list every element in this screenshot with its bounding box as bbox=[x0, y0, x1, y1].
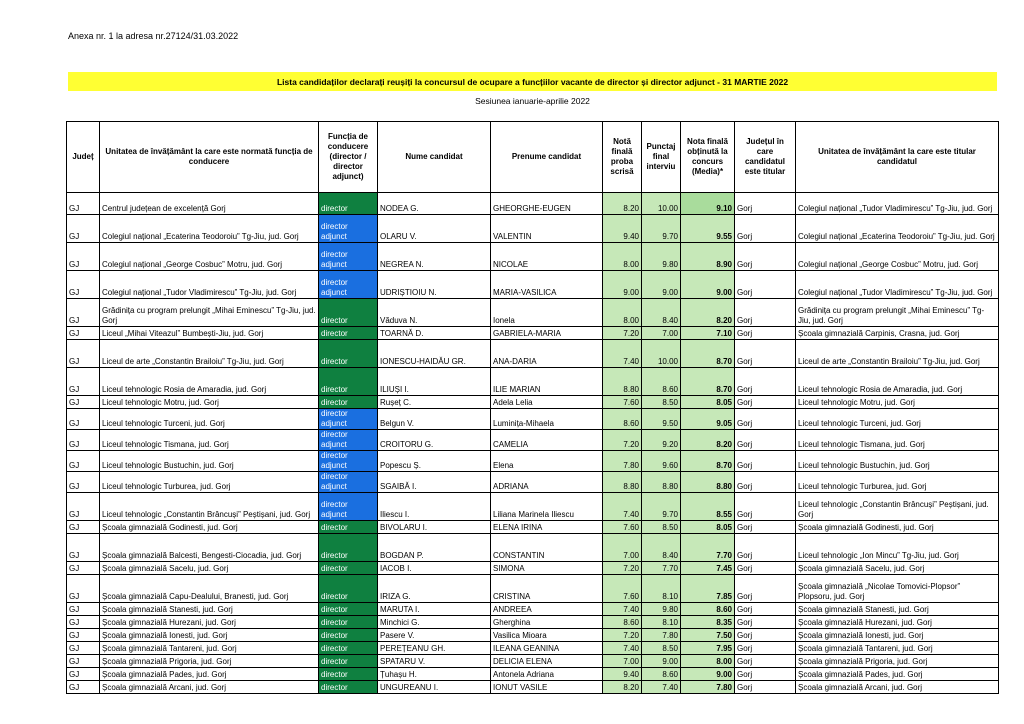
cell-judet: GJ bbox=[67, 368, 100, 396]
cell-nume: TOARNĂ D. bbox=[378, 327, 491, 340]
table-row bbox=[67, 472, 999, 493]
cell-prenume: Luminița-Mihaela bbox=[491, 409, 603, 430]
cell-judet-titular: Gorj bbox=[735, 642, 796, 655]
cell-unitate-titular: Liceul tehnologic Tismana, jud. Gorj bbox=[796, 430, 999, 451]
cell-nota-scris: 8.80 bbox=[603, 472, 642, 493]
cell-judet-titular: Gorj bbox=[735, 327, 796, 340]
cell-media: 8.70 bbox=[681, 368, 735, 396]
cell-functia: director bbox=[319, 299, 378, 327]
table-row bbox=[67, 215, 999, 243]
cell-functia: director bbox=[319, 642, 378, 655]
cell-functia: director bbox=[319, 629, 378, 642]
cell-nume: Minchici G. bbox=[378, 616, 491, 629]
cell-judet: GJ bbox=[67, 603, 100, 616]
header-functia: Funcția de conducere (director / director adjunct) bbox=[319, 122, 378, 193]
cell-unitate-titular: Școala gimnazială Pades, jud. Gorj bbox=[796, 668, 999, 681]
cell-judet-titular: Gorj bbox=[735, 655, 796, 668]
header-prenume: Prenume candidat bbox=[491, 122, 603, 193]
document-title: Lista candidaților declarați reușiți la concursul de ocupare a funcțiilor vacante de director și director adjunct - 31 MARTIE 2022 bbox=[68, 72, 997, 91]
table-row bbox=[67, 534, 999, 562]
cell-functia: director bbox=[319, 603, 378, 616]
cell-media: 8.20 bbox=[681, 430, 735, 451]
cell-media: 8.05 bbox=[681, 521, 735, 534]
cell-unitate-titular: Colegiul național „Tudor Vladimirescu” Tg-Jiu, jud. Gorj bbox=[796, 271, 999, 299]
cell-nume: IACOB I. bbox=[378, 562, 491, 575]
cell-unitate: Liceul tehnologic Bustuchin, jud. Gorj bbox=[100, 451, 319, 472]
cell-prenume: ADRIANA bbox=[491, 472, 603, 493]
cell-functia: director bbox=[319, 655, 378, 668]
cell-unitate-titular: Liceul tehnologic Bustuchin, jud. Gorj bbox=[796, 451, 999, 472]
cell-judet-titular: Gorj bbox=[735, 396, 796, 409]
cell-unitate-titular: Școala gimnazială Carpinis, Crasna, jud. Gorj bbox=[796, 327, 999, 340]
cell-unitate: Școala gimnazială Hurezani, jud. Gorj bbox=[100, 616, 319, 629]
cell-unitate: Colegiul național „Ecaterina Teodoroiu” Tg-Jiu, jud. Gorj bbox=[100, 215, 319, 243]
table-row bbox=[67, 629, 999, 642]
cell-punctaj-interviu: 8.60 bbox=[642, 368, 681, 396]
cell-media: 8.05 bbox=[681, 396, 735, 409]
cell-media: 7.70 bbox=[681, 534, 735, 562]
cell-judet: GJ bbox=[67, 451, 100, 472]
cell-unitate: Școala gimnazială Sacelu, jud. Gorj bbox=[100, 562, 319, 575]
cell-nume: Iliescu I. bbox=[378, 493, 491, 521]
cell-nume: Belgun V. bbox=[378, 409, 491, 430]
header-nume: Nume candidat bbox=[378, 122, 491, 193]
cell-prenume: VALENTIN bbox=[491, 215, 603, 243]
cell-punctaj-interviu: 9.70 bbox=[642, 215, 681, 243]
cell-punctaj-interviu: 8.50 bbox=[642, 642, 681, 655]
cell-judet-titular: Gorj bbox=[735, 668, 796, 681]
cell-nume: NODEA G. bbox=[378, 193, 491, 215]
cell-prenume: ILEANA GEANINA bbox=[491, 642, 603, 655]
header-judet: Județ bbox=[67, 122, 100, 193]
cell-judet-titular: Gorj bbox=[735, 575, 796, 603]
cell-nota-scris: 7.20 bbox=[603, 629, 642, 642]
cell-media: 9.10 bbox=[681, 193, 735, 215]
cell-judet-titular: Gorj bbox=[735, 603, 796, 616]
cell-punctaj-interviu: 8.50 bbox=[642, 396, 681, 409]
header-unitate-titular: Unitatea de învățământ la care este titular candidatul bbox=[796, 122, 999, 193]
cell-functia: director bbox=[319, 575, 378, 603]
cell-unitate: Școala gimnazială Prigoria, jud. Gorj bbox=[100, 655, 319, 668]
cell-unitate-titular: Colegiul național „George Cosbuc” Motru, jud. Gorj bbox=[796, 243, 999, 271]
cell-functia: director bbox=[319, 562, 378, 575]
cell-judet: GJ bbox=[67, 534, 100, 562]
cell-unitate: Școala gimnazială Tantareni, jud. Gorj bbox=[100, 642, 319, 655]
cell-judet-titular: Gorj bbox=[735, 409, 796, 430]
cell-nota-scris: 8.20 bbox=[603, 681, 642, 694]
cell-nume: Popescu Ș. bbox=[378, 451, 491, 472]
cell-judet-titular: Gorj bbox=[735, 299, 796, 327]
cell-nume: Pasere V. bbox=[378, 629, 491, 642]
cell-judet: GJ bbox=[67, 271, 100, 299]
cell-judet: GJ bbox=[67, 396, 100, 409]
cell-judet-titular: Gorj bbox=[735, 534, 796, 562]
cell-nota-scris: 9.00 bbox=[603, 271, 642, 299]
table-row bbox=[67, 655, 999, 668]
cell-media: 8.90 bbox=[681, 243, 735, 271]
cell-media: 9.00 bbox=[681, 668, 735, 681]
cell-nota-scris: 7.60 bbox=[603, 396, 642, 409]
cell-prenume: MARIA-VASILICA bbox=[491, 271, 603, 299]
cell-nota-scris: 8.80 bbox=[603, 368, 642, 396]
table-row bbox=[67, 603, 999, 616]
table-row bbox=[67, 642, 999, 655]
cell-unitate-titular: Școala gimnazială „Nicolae Tomovici-Plopsor” Plopsoru, jud. Gorj bbox=[796, 575, 999, 603]
cell-nota-scris: 8.60 bbox=[603, 616, 642, 629]
cell-judet-titular: Gorj bbox=[735, 629, 796, 642]
cell-prenume: Ionela bbox=[491, 299, 603, 327]
cell-judet-titular: Gorj bbox=[735, 616, 796, 629]
cell-prenume: CONSTANTIN bbox=[491, 534, 603, 562]
cell-judet: GJ bbox=[67, 493, 100, 521]
cell-unitate-titular: Școala gimnazială Godinesti, jud. Gorj bbox=[796, 521, 999, 534]
cell-judet-titular: Gorj bbox=[735, 562, 796, 575]
cell-judet: GJ bbox=[67, 629, 100, 642]
cell-nume: UDRIȘTIOIU N. bbox=[378, 271, 491, 299]
cell-nume: NEGREA N. bbox=[378, 243, 491, 271]
cell-unitate: Liceul tehnologic Tismana, jud. Gorj bbox=[100, 430, 319, 451]
cell-nota-scris: 8.00 bbox=[603, 243, 642, 271]
cell-punctaj-interviu: 9.20 bbox=[642, 430, 681, 451]
cell-nota-scris: 7.20 bbox=[603, 430, 642, 451]
cell-unitate-titular: Liceul tehnologic Turburea, jud. Gorj bbox=[796, 472, 999, 493]
cell-unitate-titular: Liceul tehnologic Motru, jud. Gorj bbox=[796, 396, 999, 409]
cell-prenume: ILIE MARIAN bbox=[491, 368, 603, 396]
cell-unitate: Școala gimnazială Balcesti, Bengesti-Ciocadia, jud. Gorj bbox=[100, 534, 319, 562]
cell-prenume: Vasilica Mioara bbox=[491, 629, 603, 642]
cell-nume: BIVOLARU I. bbox=[378, 521, 491, 534]
cell-punctaj-interviu: 10.00 bbox=[642, 340, 681, 368]
cell-unitate-titular: Liceul de arte „Constantin Brailoiu” Tg-Jiu, jud. Gorj bbox=[796, 340, 999, 368]
cell-punctaj-interviu: 9.50 bbox=[642, 409, 681, 430]
cell-nume: IRIZA G. bbox=[378, 575, 491, 603]
cell-unitate: Centrul județean de excelență Gorj bbox=[100, 193, 319, 215]
cell-judet: GJ bbox=[67, 327, 100, 340]
table-row bbox=[67, 327, 999, 340]
cell-unitate-titular: Liceul tehnologic Turceni, jud. Gorj bbox=[796, 409, 999, 430]
table-row bbox=[67, 493, 999, 521]
cell-nota-scris: 7.60 bbox=[603, 575, 642, 603]
cell-unitate: Liceul „Mihai Viteazul” Bumbești-Jiu, jud. Gorj bbox=[100, 327, 319, 340]
cell-unitate-titular: Școala gimnazială Tantareni, jud. Gorj bbox=[796, 642, 999, 655]
cell-functia: director bbox=[319, 534, 378, 562]
cell-unitate: Liceul tehnologic Turburea, jud. Gorj bbox=[100, 472, 319, 493]
cell-unitate: Colegiul național „Tudor Vladimirescu” Tg-Jiu, jud. Gorj bbox=[100, 271, 319, 299]
cell-nota-scris: 7.40 bbox=[603, 642, 642, 655]
cell-judet: GJ bbox=[67, 299, 100, 327]
cell-judet: GJ bbox=[67, 655, 100, 668]
cell-functia: director adjunct bbox=[319, 472, 378, 493]
cell-media: 7.10 bbox=[681, 327, 735, 340]
cell-prenume: IONUT VASILE bbox=[491, 681, 603, 694]
cell-punctaj-interviu: 8.60 bbox=[642, 668, 681, 681]
table-row bbox=[67, 409, 999, 430]
cell-functia: director bbox=[319, 327, 378, 340]
cell-punctaj-interviu: 8.40 bbox=[642, 534, 681, 562]
cell-punctaj-interviu: 8.10 bbox=[642, 616, 681, 629]
cell-unitate: Grădinița cu program prelungit „Mihai Eminescu” Tg-Jiu, jud. Gorj bbox=[100, 299, 319, 327]
cell-prenume: Elena bbox=[491, 451, 603, 472]
cell-unitate: Liceul tehnologic Turceni, jud. Gorj bbox=[100, 409, 319, 430]
cell-nume: PEREȚEANU GH. bbox=[378, 642, 491, 655]
cell-judet-titular: Gorj bbox=[735, 340, 796, 368]
cell-unitate-titular: Colegiul național „Ecaterina Teodoroiu” Tg-Jiu, jud. Gorj bbox=[796, 215, 999, 243]
table-row bbox=[67, 396, 999, 409]
cell-functia: director adjunct bbox=[319, 243, 378, 271]
table-row bbox=[67, 299, 999, 327]
cell-unitate-titular: Liceul tehnologic Rosia de Amaradia, jud. Gorj bbox=[796, 368, 999, 396]
cell-unitate-titular: Liceul tehnologic „Constantin Brâncuși” Peștișani, jud. Gorj bbox=[796, 493, 999, 521]
cell-unitate: Școala gimnazială Capu-Dealului, Branesti, jud. Gorj bbox=[100, 575, 319, 603]
cell-judet-titular: Gorj bbox=[735, 472, 796, 493]
cell-media: 8.00 bbox=[681, 655, 735, 668]
cell-media: 8.70 bbox=[681, 340, 735, 368]
cell-functia: director adjunct bbox=[319, 409, 378, 430]
cell-prenume: Gherghina bbox=[491, 616, 603, 629]
cell-unitate: Școala gimnazială Arcani, jud. Gorj bbox=[100, 681, 319, 694]
cell-judet-titular: Gorj bbox=[735, 493, 796, 521]
table-row bbox=[67, 668, 999, 681]
cell-nume: BOGDAN P. bbox=[378, 534, 491, 562]
cell-media: 9.55 bbox=[681, 215, 735, 243]
table-row bbox=[67, 243, 999, 271]
cell-functia: director bbox=[319, 340, 378, 368]
cell-unitate-titular: Școala gimnazială Sacelu, jud. Gorj bbox=[796, 562, 999, 575]
cell-nume: OLARU V. bbox=[378, 215, 491, 243]
cell-judet: GJ bbox=[67, 215, 100, 243]
cell-unitate-titular: Liceul tehnologic „Ion Mincu” Tg-Jiu, jud. Gorj bbox=[796, 534, 999, 562]
cell-unitate-titular: Colegiul național „Tudor Vladimirescu” Tg-Jiu, jud. Gorj bbox=[796, 193, 999, 215]
cell-functia: director bbox=[319, 396, 378, 409]
cell-punctaj-interviu: 10.00 bbox=[642, 193, 681, 215]
cell-functia: director adjunct bbox=[319, 493, 378, 521]
cell-unitate-titular: Școala gimnazială Hurezani, jud. Gorj bbox=[796, 616, 999, 629]
cell-unitate: Liceul tehnologic Motru, jud. Gorj bbox=[100, 396, 319, 409]
cell-judet: GJ bbox=[67, 616, 100, 629]
cell-media: 8.20 bbox=[681, 299, 735, 327]
cell-nota-scris: 7.40 bbox=[603, 340, 642, 368]
cell-media: 9.05 bbox=[681, 409, 735, 430]
table-row bbox=[67, 271, 999, 299]
annex-reference: Anexa nr. 1 la adresa nr.27124/31.03.2022 bbox=[68, 31, 239, 41]
cell-functia: director bbox=[319, 681, 378, 694]
cell-functia: director bbox=[319, 193, 378, 215]
cell-functia: director bbox=[319, 616, 378, 629]
cell-media: 8.35 bbox=[681, 616, 735, 629]
cell-media: 7.85 bbox=[681, 575, 735, 603]
cell-nume: Rușeț C. bbox=[378, 396, 491, 409]
cell-punctaj-interviu: 9.00 bbox=[642, 655, 681, 668]
cell-media: 7.95 bbox=[681, 642, 735, 655]
table-row bbox=[67, 562, 999, 575]
cell-unitate: Școala gimnazială Ionesti, jud. Gorj bbox=[100, 629, 319, 642]
cell-judet: GJ bbox=[67, 668, 100, 681]
cell-prenume: Liliana Marinela Iliescu bbox=[491, 493, 603, 521]
cell-media: 7.45 bbox=[681, 562, 735, 575]
cell-prenume: CRISTINA bbox=[491, 575, 603, 603]
cell-unitate-titular: Școala gimnazială Stanesti, jud. Gorj bbox=[796, 603, 999, 616]
cell-nume: IONESCU-HAIDĂU GR. bbox=[378, 340, 491, 368]
cell-judet-titular: Gorj bbox=[735, 451, 796, 472]
cell-judet-titular: Gorj bbox=[735, 368, 796, 396]
cell-punctaj-interviu: 7.00 bbox=[642, 327, 681, 340]
header-media: Nota finală obținută la concurs (Media)* bbox=[681, 122, 735, 193]
cell-nume: CROITORU G. bbox=[378, 430, 491, 451]
cell-punctaj-interviu: 9.80 bbox=[642, 243, 681, 271]
cell-unitate-titular: Școala gimnazială Ionesti, jud. Gorj bbox=[796, 629, 999, 642]
cell-unitate: Școala gimnazială Pades, jud. Gorj bbox=[100, 668, 319, 681]
session-label: Sesiunea ianuarie-aprilie 2022 bbox=[475, 96, 590, 106]
cell-punctaj-interviu: 8.10 bbox=[642, 575, 681, 603]
cell-prenume: ELENA IRINA bbox=[491, 521, 603, 534]
table-row bbox=[67, 521, 999, 534]
header-unitate: Unitatea de învățământ la care este normată funcția de conducere bbox=[100, 122, 319, 193]
cell-nume: MARUTA I. bbox=[378, 603, 491, 616]
cell-punctaj-interviu: 8.80 bbox=[642, 472, 681, 493]
cell-punctaj-interviu: 8.50 bbox=[642, 521, 681, 534]
cell-judet-titular: Gorj bbox=[735, 521, 796, 534]
cell-nota-scris: 8.20 bbox=[603, 193, 642, 215]
cell-prenume: NICOLAE bbox=[491, 243, 603, 271]
cell-media: 8.70 bbox=[681, 451, 735, 472]
cell-judet: GJ bbox=[67, 430, 100, 451]
cell-punctaj-interviu: 9.80 bbox=[642, 603, 681, 616]
cell-media: 8.55 bbox=[681, 493, 735, 521]
cell-media: 8.80 bbox=[681, 472, 735, 493]
cell-nota-scris: 7.40 bbox=[603, 493, 642, 521]
cell-prenume: Adela Lelia bbox=[491, 396, 603, 409]
cell-prenume: Antonela Adriana bbox=[491, 668, 603, 681]
cell-unitate: Liceul tehnologic „Constantin Brâncuși” Peștișani, jud. Gorj bbox=[100, 493, 319, 521]
cell-nota-scris: 9.40 bbox=[603, 215, 642, 243]
cell-functia: director adjunct bbox=[319, 271, 378, 299]
table-row bbox=[67, 575, 999, 603]
cell-media: 8.60 bbox=[681, 603, 735, 616]
cell-media: 9.00 bbox=[681, 271, 735, 299]
cell-functia: director adjunct bbox=[319, 430, 378, 451]
cell-functia: director adjunct bbox=[319, 215, 378, 243]
cell-unitate: Liceul tehnologic Rosia de Amaradia, jud. Gorj bbox=[100, 368, 319, 396]
cell-judet: GJ bbox=[67, 642, 100, 655]
cell-unitate-titular: Grădinița cu program prelungit „Mihai Eminescu” Tg-Jiu, jud. Gorj bbox=[796, 299, 999, 327]
cell-media: 7.80 bbox=[681, 681, 735, 694]
cell-judet: GJ bbox=[67, 575, 100, 603]
cell-nume: Țuhașu H. bbox=[378, 668, 491, 681]
cell-nota-scris: 7.20 bbox=[603, 562, 642, 575]
cell-unitate: Colegiul național „George Cosbuc” Motru, jud. Gorj bbox=[100, 243, 319, 271]
header-punctaj-interviu: Punctaj final interviu bbox=[642, 122, 681, 193]
cell-prenume: DELICIA ELENA bbox=[491, 655, 603, 668]
table-row bbox=[67, 451, 999, 472]
cell-punctaj-interviu: 7.40 bbox=[642, 681, 681, 694]
cell-unitate-titular: Școala gimnazială Prigoria, jud. Gorj bbox=[796, 655, 999, 668]
cell-nume: ILIUȘI I. bbox=[378, 368, 491, 396]
cell-punctaj-interviu: 9.00 bbox=[642, 271, 681, 299]
cell-functia: director bbox=[319, 368, 378, 396]
cell-functia: director adjunct bbox=[319, 451, 378, 472]
cell-judet-titular: Gorj bbox=[735, 430, 796, 451]
header-nota-scris: Notă finală proba scrisă bbox=[603, 122, 642, 193]
cell-unitate: Școala gimnazială Godinesti, jud. Gorj bbox=[100, 521, 319, 534]
cell-judet: GJ bbox=[67, 409, 100, 430]
cell-prenume: CAMELIA bbox=[491, 430, 603, 451]
cell-unitate: Școala gimnazială Stanesti, jud. Gorj bbox=[100, 603, 319, 616]
table-row bbox=[67, 193, 999, 215]
cell-nume: SPATARU V. bbox=[378, 655, 491, 668]
cell-prenume: GHEORGHE-EUGEN bbox=[491, 193, 603, 215]
candidates-table bbox=[66, 121, 999, 694]
cell-judet: GJ bbox=[67, 243, 100, 271]
cell-judet-titular: Gorj bbox=[735, 681, 796, 694]
cell-judet-titular: Gorj bbox=[735, 193, 796, 215]
table-header-row bbox=[67, 122, 999, 193]
table-row bbox=[67, 681, 999, 694]
cell-unitate-titular: Școala gimnazială Arcani, jud. Gorj bbox=[796, 681, 999, 694]
cell-judet: GJ bbox=[67, 681, 100, 694]
cell-nota-scris: 7.20 bbox=[603, 327, 642, 340]
table-row bbox=[67, 430, 999, 451]
cell-nota-scris: 8.60 bbox=[603, 409, 642, 430]
cell-judet: GJ bbox=[67, 562, 100, 575]
cell-judet-titular: Gorj bbox=[735, 271, 796, 299]
cell-judet: GJ bbox=[67, 340, 100, 368]
cell-functia: director bbox=[319, 668, 378, 681]
cell-prenume: ANA-DARIA bbox=[491, 340, 603, 368]
cell-nume: SGAIBĂ I. bbox=[378, 472, 491, 493]
cell-judet: GJ bbox=[67, 472, 100, 493]
table-row bbox=[67, 368, 999, 396]
cell-punctaj-interviu: 7.70 bbox=[642, 562, 681, 575]
cell-judet: GJ bbox=[67, 521, 100, 534]
cell-nota-scris: 7.80 bbox=[603, 451, 642, 472]
cell-punctaj-interviu: 9.60 bbox=[642, 451, 681, 472]
cell-punctaj-interviu: 9.70 bbox=[642, 493, 681, 521]
cell-prenume: ANDREEA bbox=[491, 603, 603, 616]
header-judet-titular: Județul în care candidatul este titular bbox=[735, 122, 796, 193]
cell-nota-scris: 7.00 bbox=[603, 534, 642, 562]
cell-nota-scris: 8.00 bbox=[603, 299, 642, 327]
cell-judet-titular: Gorj bbox=[735, 215, 796, 243]
cell-punctaj-interviu: 7.80 bbox=[642, 629, 681, 642]
cell-nota-scris: 7.00 bbox=[603, 655, 642, 668]
cell-unitate: Liceul de arte „Constantin Brailoiu” Tg-Jiu, jud. Gorj bbox=[100, 340, 319, 368]
cell-nota-scris: 9.40 bbox=[603, 668, 642, 681]
cell-nota-scris: 7.40 bbox=[603, 603, 642, 616]
cell-prenume: GABRIELA-MARIA bbox=[491, 327, 603, 340]
cell-prenume: SIMONA bbox=[491, 562, 603, 575]
table-row bbox=[67, 616, 999, 629]
cell-functia: director bbox=[319, 521, 378, 534]
cell-nume: Văduva N. bbox=[378, 299, 491, 327]
cell-nota-scris: 7.60 bbox=[603, 521, 642, 534]
cell-nume: UNGUREANU I. bbox=[378, 681, 491, 694]
cell-judet: GJ bbox=[67, 193, 100, 215]
table-row bbox=[67, 340, 999, 368]
cell-judet-titular: Gorj bbox=[735, 243, 796, 271]
cell-media: 7.50 bbox=[681, 629, 735, 642]
cell-punctaj-interviu: 8.40 bbox=[642, 299, 681, 327]
